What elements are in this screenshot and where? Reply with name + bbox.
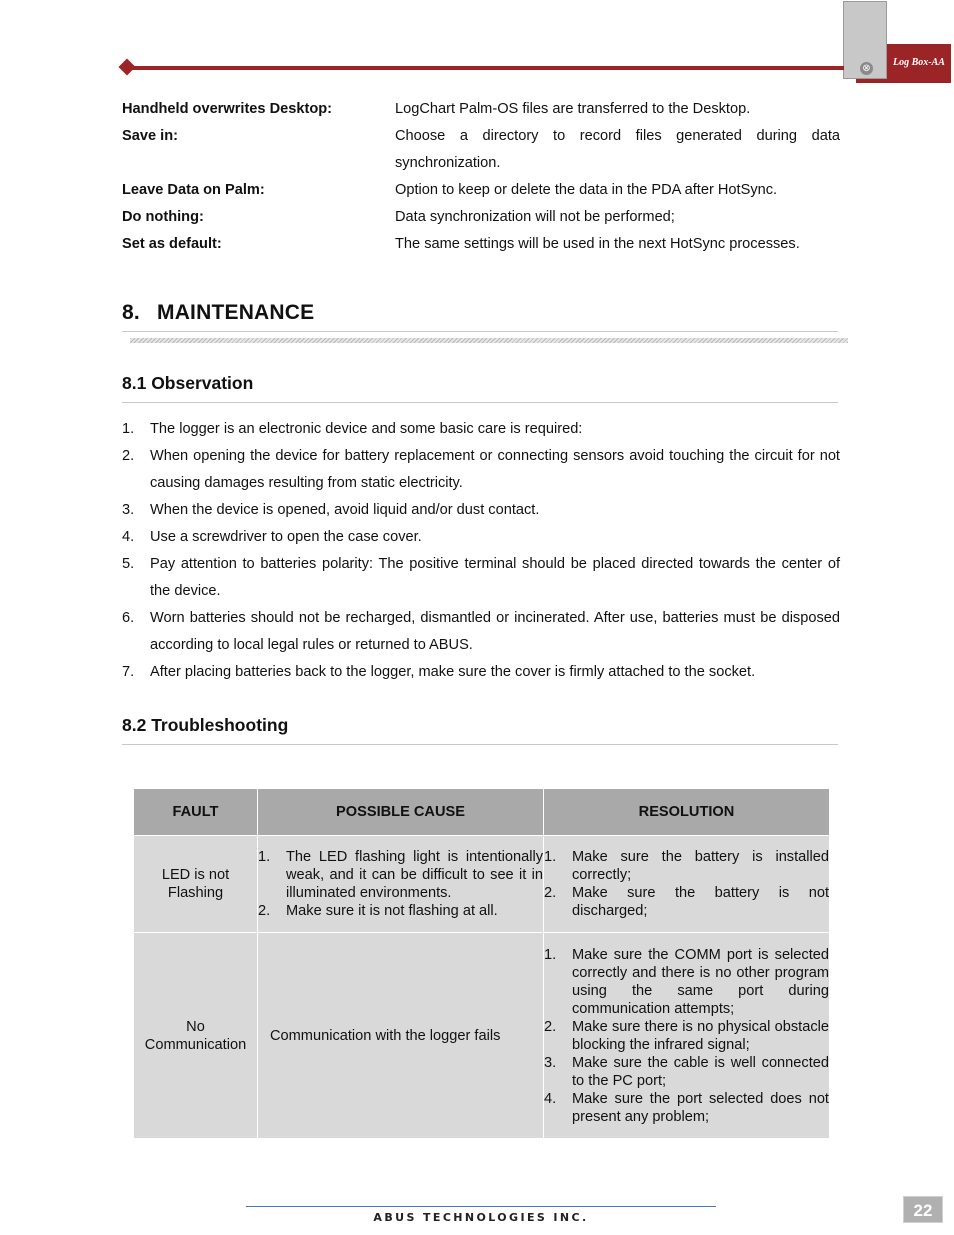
section-hatch-divider (130, 338, 848, 343)
item-number: 4. (544, 1090, 557, 1107)
cause-list (258, 848, 543, 920)
list-item (544, 884, 829, 920)
resolution-cell (544, 933, 830, 1139)
definition-desc: The same settings will be used in the next HotSync processes. (395, 236, 800, 252)
close-circle-icon: ⊗ (860, 62, 873, 75)
item-number: 2. (122, 448, 135, 464)
page-number: 22 (903, 1196, 943, 1223)
item-text: Make sure the battery is installed correctly; (572, 849, 829, 883)
troubleshooting-rule (122, 744, 838, 745)
definition-desc: LogChart Palm-OS files are transferred to the Desktop. (395, 101, 751, 117)
list-item (122, 605, 840, 659)
item-number: 3. (544, 1054, 557, 1071)
definition-term: Leave Data on Palm: (122, 182, 265, 198)
definition-term: Handheld overwrites Desktop: (122, 101, 333, 117)
definition-row (122, 123, 840, 177)
section-title: MAINTENANCE (157, 301, 315, 324)
list-item (122, 659, 840, 686)
definition-term: Set as default: (122, 236, 222, 252)
item-text: Worn batteries should not be recharged, dismantled or incinerated. After use, batteries must be disposed according to local legal rules or returned to ABUS. (150, 610, 840, 653)
item-text: When opening the device for battery replacement or connecting sensors avoid touching the circuit for not causing damages resulting from static electricity. (150, 448, 840, 491)
item-text: Make sure there is no physical obstacle blocking the infrared signal; (572, 1018, 829, 1053)
observation-heading: 8.1 Observation (122, 373, 254, 393)
item-text: Pay attention to batteries polarity: The positive terminal should be placed directed towards the center of the device. (150, 556, 840, 599)
fault-cell: LED is not Flashing (134, 836, 258, 933)
list-item (122, 497, 840, 524)
item-text: Make sure the port selected does not present any problem; (572, 1090, 829, 1125)
definition-desc: Choose a directory to record files generated during data synchronization. (395, 128, 840, 171)
item-text: When the device is opened, avoid liquid and/or dust contact. (150, 502, 540, 518)
list-item (122, 524, 840, 551)
item-number: 1. (122, 421, 135, 437)
item-text: The logger is an electronic device and some basic care is required: (150, 421, 583, 437)
observation-list (122, 416, 840, 686)
item-number: 1. (258, 849, 271, 865)
definition-row (122, 96, 840, 123)
item-number: 2. (544, 885, 557, 901)
troubleshooting-heading: 8.2 Troubleshooting (122, 715, 289, 735)
section-number: 8. (122, 301, 140, 324)
list-item (258, 902, 543, 920)
settings-definitions (122, 96, 840, 258)
definition-row (122, 177, 840, 204)
cause-cell: Communication with the logger fails (258, 933, 544, 1139)
item-number: 2. (544, 1018, 557, 1035)
item-number: 3. (122, 502, 135, 518)
item-text: Make sure it is not flashing at all. (286, 903, 498, 919)
list-item (122, 416, 840, 443)
definition-term: Do nothing: (122, 209, 204, 225)
product-tab-label: Log Box-AA (887, 44, 951, 82)
footer-company: ABUS TECHNOLOGIES INC. (373, 1211, 589, 1224)
item-text: Make sure the COMM port is selected correctly and there is no other program using the same port during communication attempts; (572, 946, 829, 1017)
list-item (544, 848, 829, 884)
list-item (258, 848, 543, 902)
definition-row (122, 231, 840, 258)
resolution-list (544, 946, 829, 1126)
item-text: After placing batteries back to the logger, make sure the cover is firmly attached to the socket. (150, 664, 756, 680)
definition-term: Save in: (122, 128, 178, 144)
table-header-row (134, 789, 830, 836)
item-text: Make sure the battery is not discharged; (572, 885, 829, 919)
list-item (544, 1018, 829, 1054)
item-number: 1. (544, 849, 557, 865)
item-text: Use a screwdriver to open the case cover. (150, 529, 422, 545)
item-number: 7. (122, 664, 135, 680)
header-rule (128, 66, 844, 70)
troubleshooting-table (133, 788, 830, 1139)
item-number: 5. (122, 556, 135, 572)
column-header: FAULT (134, 789, 258, 836)
list-item (122, 443, 840, 497)
column-header: POSSIBLE CAUSE (258, 789, 544, 836)
item-text: The LED flashing light is intentionally weak, and it can be difficult to see it in illuminated environments. (286, 849, 543, 901)
observation-rule (122, 402, 838, 403)
resolution-list (544, 848, 829, 920)
table-row (134, 836, 830, 933)
cause-cell (258, 836, 544, 933)
fault-cell: No Communication (134, 933, 258, 1139)
list-item (544, 1054, 829, 1090)
definition-desc: Option to keep or delete the data in the PDA after HotSync. (395, 182, 778, 198)
item-number: 4. (122, 529, 135, 545)
header-diamond-icon (119, 59, 136, 76)
definition-row (122, 204, 840, 231)
footer-rule (246, 1206, 716, 1207)
item-number: 1. (544, 946, 557, 963)
item-number: 6. (122, 610, 135, 626)
list-item (122, 551, 840, 605)
list-item (544, 946, 829, 1018)
item-number: 2. (258, 903, 271, 919)
resolution-cell (544, 836, 830, 933)
section-heading (122, 301, 314, 325)
table-row (134, 933, 830, 1139)
list-item (544, 1090, 829, 1126)
column-header: RESOLUTION (544, 789, 830, 836)
item-text: Make sure the cable is well connected to the PC port; (572, 1054, 829, 1089)
definition-desc: Data synchronization will not be performed; (395, 209, 675, 225)
section-rule (122, 331, 838, 332)
